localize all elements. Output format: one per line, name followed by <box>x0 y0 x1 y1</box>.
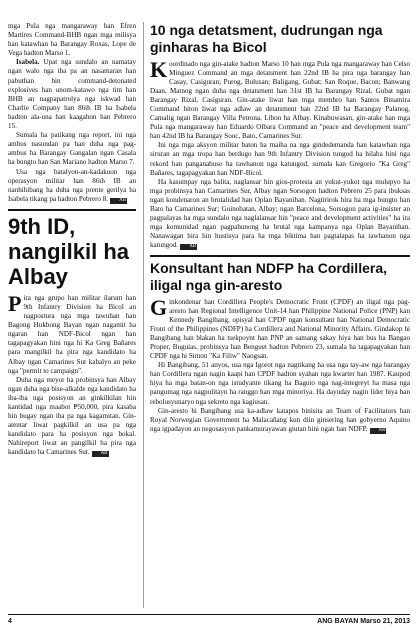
footer-rule <box>8 614 410 615</box>
end-mark-icon: AB <box>92 451 109 457</box>
page-number: 4 <box>8 618 12 625</box>
dropcap: G <box>150 294 168 320</box>
article-cordillera-consultant <box>150 255 410 434</box>
right-column <box>150 22 410 608</box>
paragraph <box>150 178 410 250</box>
left-column <box>8 22 136 608</box>
paragraph: Sumala ha patikang nga report, ini nga ambus nasundan pa han duha nga pag-ambus ha Barangay Gangalan ngan Casala ha bungto han San Mariano hadton Marso 7. <box>8 131 136 167</box>
column-divider <box>143 22 144 608</box>
article-bicol-detachments <box>150 22 410 250</box>
paragraph-text: ira nga grupo han militar ilarum han 9th Infantry Division ha Bicol an nagpostura nga mga tawuhan han Bagong Hukbong Bayan ngan nagamit ha ngaran han NDF-Bicol ngan han tagapagyakan hini nga hi Ka Greg Bañares para mangilkil ha pira nga kandidato ha Albay ngan Camarines Sur kabalyo an peke nga "permit to campaign". <box>8 293 136 375</box>
paragraph: Hi Bangibang, 51 anyos, usa nga Igorot nga nagtikang ha usa nga tay-aw nga barangay han Cordillera ngan nagin kaapi han CPDF hadton syahan nga kwarter han 1987. Kaupod hiya ha mga batan-on nga istudyante tikang ha Baguio nga nag-integreyt ha masa nga pangumag nga nagpulitayn ha ranggo han mga minoriya. Ha dayuday nagin lider hiya han rebolusyunaryo nga sekreto nga kagiusan. <box>150 361 410 406</box>
paragraph <box>8 290 136 376</box>
paragraph <box>150 407 410 434</box>
page-footer <box>8 618 410 632</box>
paragraph-text: inkondenar han Cordillera People's Democratic Front (CPDF) an iligal nga pag-aresto han Regional Intelligence Unit-14 han Philippine National Police (PNP) kan Kennedy Bangibang, opisyal han CPDF ngan konsultant han National Democratic Front of the Philippines (NDFP) ha Cordillera and National Minority Affairs. Gindakop hi Bangibang han blakan ha tsekpoynt han PNP an samang sakay hiya han bus ha Bangao Proper, Buguias, probinsya han Benguet hadton Pebrero 23, sumala ha tagapagyakan han CPDF nga hi Simon "Ka Filiw" Naogsan. <box>150 297 410 361</box>
end-mark-icon: AB <box>110 198 127 204</box>
paragraph: mga Pula nga mangaraway han Efren Martires Command-BHB ngan mga milisya han katawhan ha Barangay Roxas, Lope de Vega hadton Marso 1. <box>8 22 136 58</box>
paragraph-text: Upat nga sundalo an namatay ngan walo nga iba pa an nasamaran han pabuthan hin command-detonated explosives han unom-katawo nga tim han BHB an nagpapatrolya nga iskwad han Charlie Company han 86th IB ha Isabela hadton ala-una han kaagahon han Pebrero 15. <box>8 58 136 131</box>
publication-date: ANG BAYAN Marso 21, 2013 <box>317 618 410 625</box>
paragraph <box>8 58 136 131</box>
paragraph <box>150 294 410 361</box>
paragraph-text: Ha kasumpay nga balita, naglansar hin gios-protesta an yukut-yukot nga mulupyo ha mga probinsya han Camarines Sur, Albay ngan Sorsogon hadton Pebrero 25 para ibuksas ngan kondenaron an brutalidad han Oplan Bayanihan. Nagtirirok hira ha mga bungto han Bato ha Camarines Sur; Guinobatan, Albay; ngan Barcelona, Sorsogon para ig-insister an pagpalayas ha mga sundalo nga naglalansar hin "peace and development activities" ha ira mga komunidad ngan pagpahunong ha brutal nga kampanya nga Oplan Bayanihan. Nanawagan hira hin hustisya para ha mga biktima han pagtalapas ha tawhanon nga katungod. <box>150 177 410 249</box>
end-mark-icon: AB <box>370 428 387 434</box>
dropcap: K <box>150 57 168 82</box>
paragraph <box>8 376 136 458</box>
place-label: Isabela. <box>16 58 40 67</box>
paragraph-text: Usa nga batalyon-an-kadakuon nga operasyon militar han 86th IB an nanhihibang ha duha nga prente gerilya ha Isabela tikang pa hadton Pebrero 8. <box>8 167 136 203</box>
dropcap: P <box>8 290 22 316</box>
end-mark-icon: AB <box>180 244 197 250</box>
article-9th-id <box>8 209 136 458</box>
paragraph-text: Gin-aresto hi Bangibang usa ka-adlaw katapos binisita an Team of Facilitators han Royal Norwegian Government ha Malacañang kun diin ginsering han gobyerno Aquino nga igpadayon an negosasyon pankamurayawan giutan hini ngan han NDFP. <box>150 406 410 433</box>
paragraph: Ini nga mga aksyon militar baton ha maiha na nga gindedemanda han katawhan nga siruran an mga tropa han berdugo han 9th Infantry Division tungod ha hilaba hini nga rekord han panganabuso ha tawhanon nga katungod, sumala kan Gregorio "Ka Greg" Bañares, tagapagyakan han NDF-Bicol. <box>150 141 410 177</box>
article-headline: 10 nga detatsment, dudrungan nga ginharas ha Bicol <box>150 22 383 55</box>
article-headline: 9th ID, nangilkil ha Albay <box>8 213 130 289</box>
paragraph-text: oordinado nga gin-atake hadton Marso 10 han mga Pula nga mangaraway han Celso Minguez Command an mga detatsment han 22nd IB ha pira nga barangay han Casay, Casiguran; Purog, Bulusan; Baligang, Gubat; San Roque, Bacon; Banwang Daan, Matnog ngan duha nga detatsment han 31st IB ha Barangay Rizal, Gubat ngan Barangay Rizal, Casiguran. Gin-atake liwat han mga membro han Santos Binamira Command hiton liwat nga adlaw an detatsment han 22nd IB ha Barangay Palanog, Camalig ngan Barangay Villa Petrona, Libon ha Albay. Kinabuwasan, gin-atake han mga Pula nga mangaraway han Eduardo Olbara Command an "peace and development team" han 42nd IB ha Barangay Sooc, Bato, Camarines Sur. <box>150 60 410 141</box>
article-headline: Konsultant han NDFP ha Cordillera, iligal nga gin-aresto <box>150 259 387 293</box>
paragraph <box>150 57 410 141</box>
paragraph <box>8 168 136 204</box>
isabela-continuation <box>8 22 136 204</box>
paragraph-text: Duha nga meyor ha probinsya han Albay ngan duha nga bise-alkalde nga kandidato ha iba-iba nga posisyon an ginkilkilan hin kantidad nga maabot ₱50,000, pira kasaba hin bugay ngan iba pa nga kagamitan. Gin-atentar liwat pagkilkil an usa pa nga kandidato para ha posisyon nga bokal. Nahireport liwat an pangilkil ha pira nga kandidato ha Camarines Sur. <box>8 375 136 457</box>
